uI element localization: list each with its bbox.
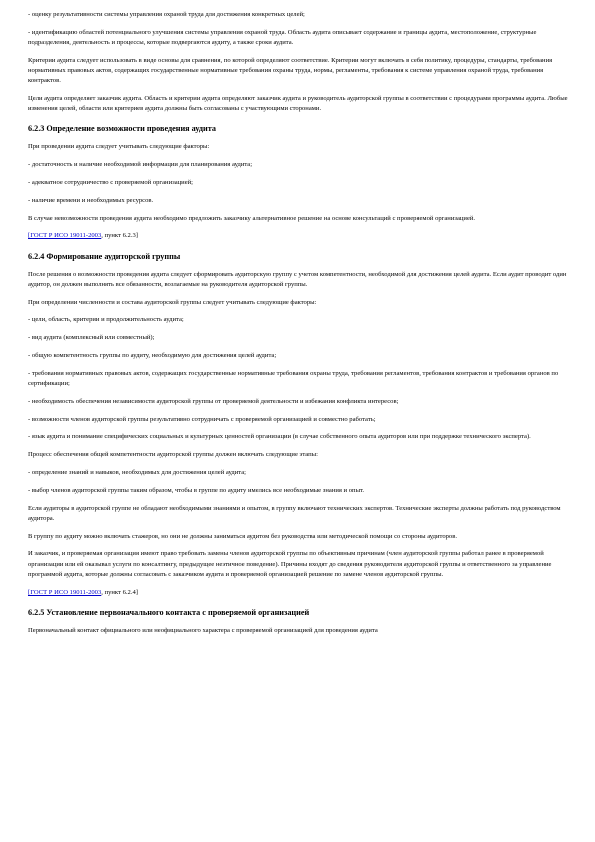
paragraph: Цели аудита определяет заказчик аудита. Область и критерии аудита определяют заказчик аудита и руководитель аудиторской группы в соответствии с процедурами программы аудита. Любые изменения целей, области или критериев аудита должны быть согласованы с участвующими сторонами. [28,95,568,113]
paragraph: - цели, область, критерии и продолжительность аудита; [28,316,184,324]
paragraph: В группу по аудиту можно включать стажеров, но они не должны заниматься аудитом без руководства или методической помощи со стороны аудиторов. [28,532,457,540]
gost-reference-link[interactable]: [ГОСТ Р ИСО 19011-2003 [28,232,102,240]
paragraph: Первоначальный контакт официального или неофициального характера с проверяемой организацией для проведения аудита [28,626,378,634]
paragraph: В случае невозможности проведения аудита необходимо предложить заказчику альтернативное решение на основе консультаций с проверяемой организацией. [28,214,476,222]
paragraph: - возможности членов аудиторской группы результативно сотрудничать с проверяемой организацией и совместно работать; [28,415,376,423]
paragraph: - оценку результативности системы управления охраной труда для достижения конкретных целей; [28,11,305,18]
section-heading: 6.2.4 Формирование аудиторской группы [28,251,181,261]
paragraph: - вид аудита (комплексный или совместный); [28,334,155,342]
paragraph: При определении численности и состава аудиторской группы следует учитывать следующие факторы: [28,298,317,306]
paragraph: При проведении аудита следует учитывать следующие факторы: [28,143,210,151]
paragraph: - общую компетентность группы по аудиту, необходимую для достижения целей аудита; [28,351,277,359]
paragraph: - адекватное сотрудничество с проверяемой организацией; [28,179,193,186]
paragraph: Если аудиторы в аудиторской группе не обладают необходимыми знаниями и опытом, в группу включают технических экспертов. Технические эксперты должны работать под руководством аудитора. [28,504,561,522]
paragraph: - достаточность и наличие необходимой информации для планирования аудита; [28,161,253,169]
reference-line [28,588,573,598]
paragraph: После решения о возможности проведения аудита следует сформировать аудиторскую группу с учетом компетентности, необходимой для достижения целей аудита. Если аудит проводит один аудитор, он должен выполнять все обязанности, возлагаемые на руководителя аудиторской группы. [28,270,567,288]
reference-clause: , пункт 6.2.4] [101,588,138,596]
reference-line [28,231,573,241]
paragraph: - идентификацию областей потенциального улучшения системы управления охраной труда. Область аудита описывает содержание и границы аудита, местоположение, структурные подразделения, деятельность и процессы, которые подвергаются аудиту, а также сроки аудита. [28,28,537,46]
paragraph: - выбор членов аудиторской группы таким образом, чтобы в группе по аудиту имелись все необходимые знания и опыт. [28,486,365,494]
paragraph: Критерии аудита следует использовать в виде основы для сравнения, по которой определяют соответствие. Критерии могут включать в себя политику, процедуры, стандарты, требования нормативных правовых актов, содержащих государственные нормативные требования охраны труда, нормы, регламенты, требования к системе управления охраной труда, требования контрактов. [28,56,553,85]
paragraph: - наличие времени и необходимых ресурсов. [28,196,154,204]
section-heading: 6.2.5 Установление первоначального контакта с проверяемой организацией [28,607,310,617]
paragraph: - язык аудита и понимание специфических социальных и культурных ценностей организации (в случае собственного опыта аудиторов или при поддержке технического эксперта). [28,433,531,441]
reference-clause: , пункт 6.2.3] [101,232,138,240]
gost-reference-link[interactable]: [ГОСТ Р ИСО 19011-2003 [28,588,102,596]
document-page [28,10,573,644]
paragraph: - требования нормативных правовых актов, содержащих государственные нормативные требования охраны труда, требования регламентов, требования контрактов и требования органов по сертификации; [28,369,559,387]
paragraph: - необходимость обеспечения независимости аудиторской группы от проверяемой деятельности и избежания конфликта интересов; [28,397,399,405]
paragraph: И заказчик, и проверяемая организация имеют право требовать замены членов аудиторской группы по объективным причинам (член аудиторской группы работал ранее в проверяемой организации или ей оказывал услуги по консалтингу, предыдущее неэтичное поведение). Причины входят до сведения руководителя аудиторской группы и ответственного за управление программой аудита, которые должны согласовать с заказчиком аудита и проверяемой организацией решение по замене членов аудиторской группы. [28,550,552,578]
section-heading: 6.2.3 Определение возможности проведения аудита [28,124,216,134]
paragraph: - определение знаний и навыков, необходимых для достижения целей аудита; [28,468,246,476]
paragraph: Процесс обеспечения общей компетентности аудиторской группы должен включать следующие этапы: [28,451,318,459]
